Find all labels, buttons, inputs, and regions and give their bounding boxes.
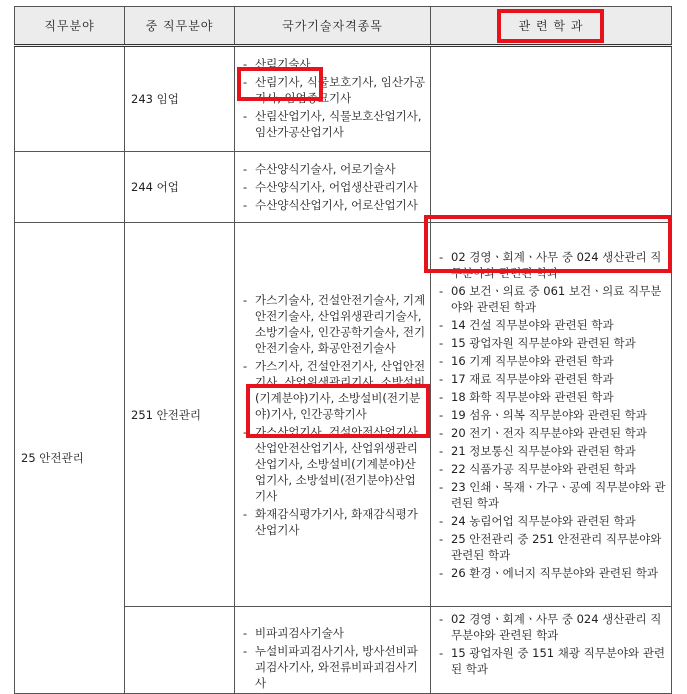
field-cell: 25 안전관리 [15,223,125,694]
header-mid-field: 중 직무분야 [125,7,235,46]
list-item: - 26 환경ㆍ에너지 직무분야와 관련된 학과 [439,565,667,581]
header-related-dept: 관 련 학 과 [431,7,672,46]
qualification-cell [235,223,431,607]
header-field: 직무분야 [15,7,125,46]
list-item: - 15 광업자원 직무분야와 관련된 학과 [439,335,667,351]
qualification-cell [235,46,431,152]
related-dept-cell [431,46,672,223]
list-item: - 수산양식기사, 어업생산관리기사 [243,179,426,195]
list-item: - 02 경영ㆍ회계ㆍ사무 중 024 생산관리 직무분야와 관련된 학과 [439,249,667,281]
list-item: - 17 재료 직무분야와 관련된 학과 [439,371,667,387]
field-cell [15,46,125,152]
mid-field-cell: 244 어업 [125,152,235,223]
list-item: - 누설비파괴검사기사, 방사선비파괴검사기사, 와전류비파괴검사기사 [243,643,426,691]
list-item: - 19 섬유ㆍ의복 직무분야와 관련된 학과 [439,407,667,423]
list-item: - 24 농림어업 직무분야와 관련된 학과 [439,513,667,529]
list-item: - 비파괴검사기술사 [243,625,426,641]
list-item: - 수산양식산업기사, 어로산업기사 [243,197,426,213]
list-item: - 산림기술사 [243,56,426,72]
list-item: - 화재감식평가기사, 화재감식평가산업기사 [243,506,426,538]
list-item: - 산림산업기사, 식물보호산업기사, 임산가공산업기사 [243,108,426,140]
list-item: - 16 기계 직무분야와 관련된 학과 [439,353,667,369]
table-row [15,46,672,152]
field-cell [15,152,125,223]
list-item: - 22 식품가공 직무분야와 관련된 학과 [439,461,667,477]
list-item: - 25 안전관리 중 251 안전관리 직무분야와 관련된 학과 [439,531,667,563]
list-item: - 23 인쇄ㆍ목재ㆍ가구ㆍ공예 직무분야와 관련된 학과 [439,479,667,511]
mid-field-cell: 251 안전관리 [125,223,235,607]
related-dept-cell [431,223,672,607]
list-item: - 02 경영ㆍ회계ㆍ사무 중 024 생산관리 직무분야와 관련된 학과 [439,611,667,643]
header-qualification: 국가기술자격종목 [235,7,431,46]
table-row [15,223,672,607]
header-row [15,7,672,46]
qualification-cell [235,607,431,694]
list-item: - 21 정보통신 직무분야와 관련된 학과 [439,443,667,459]
list-item: - 06 보건ㆍ의료 중 061 보건ㆍ의료 직무분야와 관련된 학과 [439,283,667,315]
list-item: - 가스기사, 건설안전기사, 산업안전기사, 산업위생관리기사, 소방설비(기계분야)기사, 소방설비(전기분야)기사, 인간공학기사 [243,358,426,422]
list-item: - 가스기술사, 건설안전기술사, 기계안전기술사, 산업위생관리기술사, 소방기술사, 인간공학기술사, 전기안전기술사, 화공안전기술사 [243,292,426,356]
list-item: - 20 전기ㆍ전자 직무분야와 관련된 학과 [439,425,667,441]
mid-field-cell [125,607,235,694]
list-item: - 15 광업자원 중 151 채광 직무분야와 관련된 학과 [439,645,667,677]
related-dept-cell [431,607,672,694]
qualification-table [14,6,672,694]
qualification-cell [235,152,431,223]
list-item: - 수산양식기술사, 어로기술사 [243,161,426,177]
list-item: - 14 건설 직무분야와 관련된 학과 [439,317,667,333]
mid-field-cell: 243 임업 [125,46,235,152]
list-item: - 산림기사, 식물보호기사, 임산가공기사, 임업종묘기사 [243,74,426,106]
list-item: - 가스산업기사, 건설안전산업기사, 산업안전산업기사, 산업위생관리산업기사, 소방설비(기계분야)산업기사, 소방설비(전기분야)산업기사 [243,424,426,504]
list-item: - 18 화학 직무분야와 관련된 학과 [439,389,667,405]
